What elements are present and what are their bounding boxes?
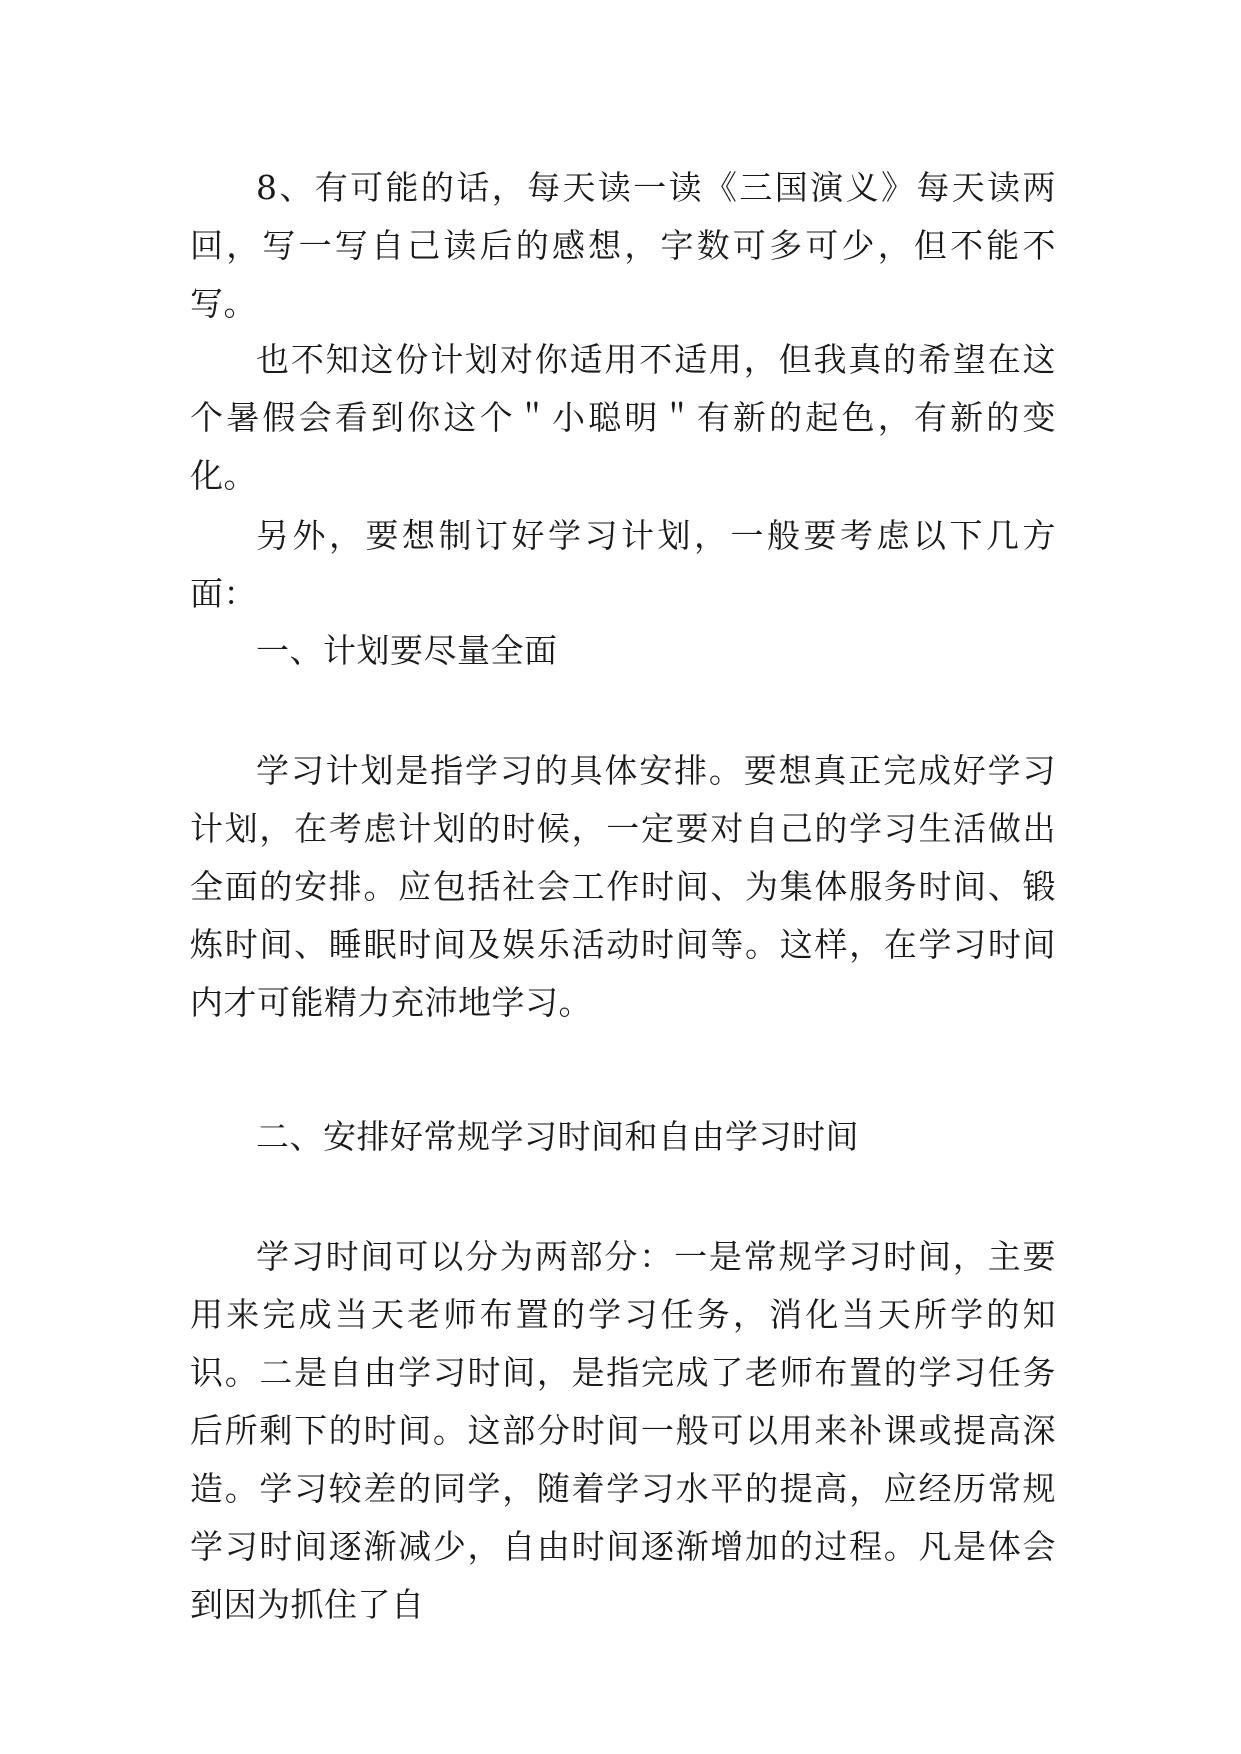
paragraph-intro: 另外，要想制订好学习计划，一般要考虑以下几方面：	[190, 516, 1056, 613]
paragraph-hope: 也不知这份计划对你适用不适用，但我真的希望在这个暑假会看到你这个＂小聪明＂有新的起色，有新的变化。	[190, 340, 1056, 495]
heading-section-1: 一、计划要尽量全面	[256, 631, 558, 670]
paragraph-reading-plan: 8、有可能的话，每天读一读《三国演义》每天读两回，写一写自己读后的感想，字数可多可少，但不能不写。	[190, 168, 1056, 323]
paragraph-section-2: 学习时间可以分为两部分：一是常规学习时间，主要用来完成当天老师布置的学习任务，消化当天所学的知识。二是自由学习时间，是指完成了老师布置的学习任务后所剩下的时间。这部分时间一般可以用来补课或提高深造。学习较差的同学，随着学习水平的提高，应经历常规学习时间逐渐减少，自由时间逐渐增加的过程。凡是体会到因为抓住了自	[190, 1237, 1056, 1624]
heading-section-2: 二、安排好常规学习时间和自由学习时间	[256, 1117, 859, 1156]
paragraph-section-1: 学习计划是指学习的具体安排。要想真正完成好学习计划，在考虑计划的时候，一定要对自己的学习生活做出全面的安排。应包括社会工作时间、为集体服务时间、锻炼时间、睡眠时间及娱乐活动时间等。这样，在学习时间内才可能精力充沛地学习。	[190, 751, 1056, 1022]
